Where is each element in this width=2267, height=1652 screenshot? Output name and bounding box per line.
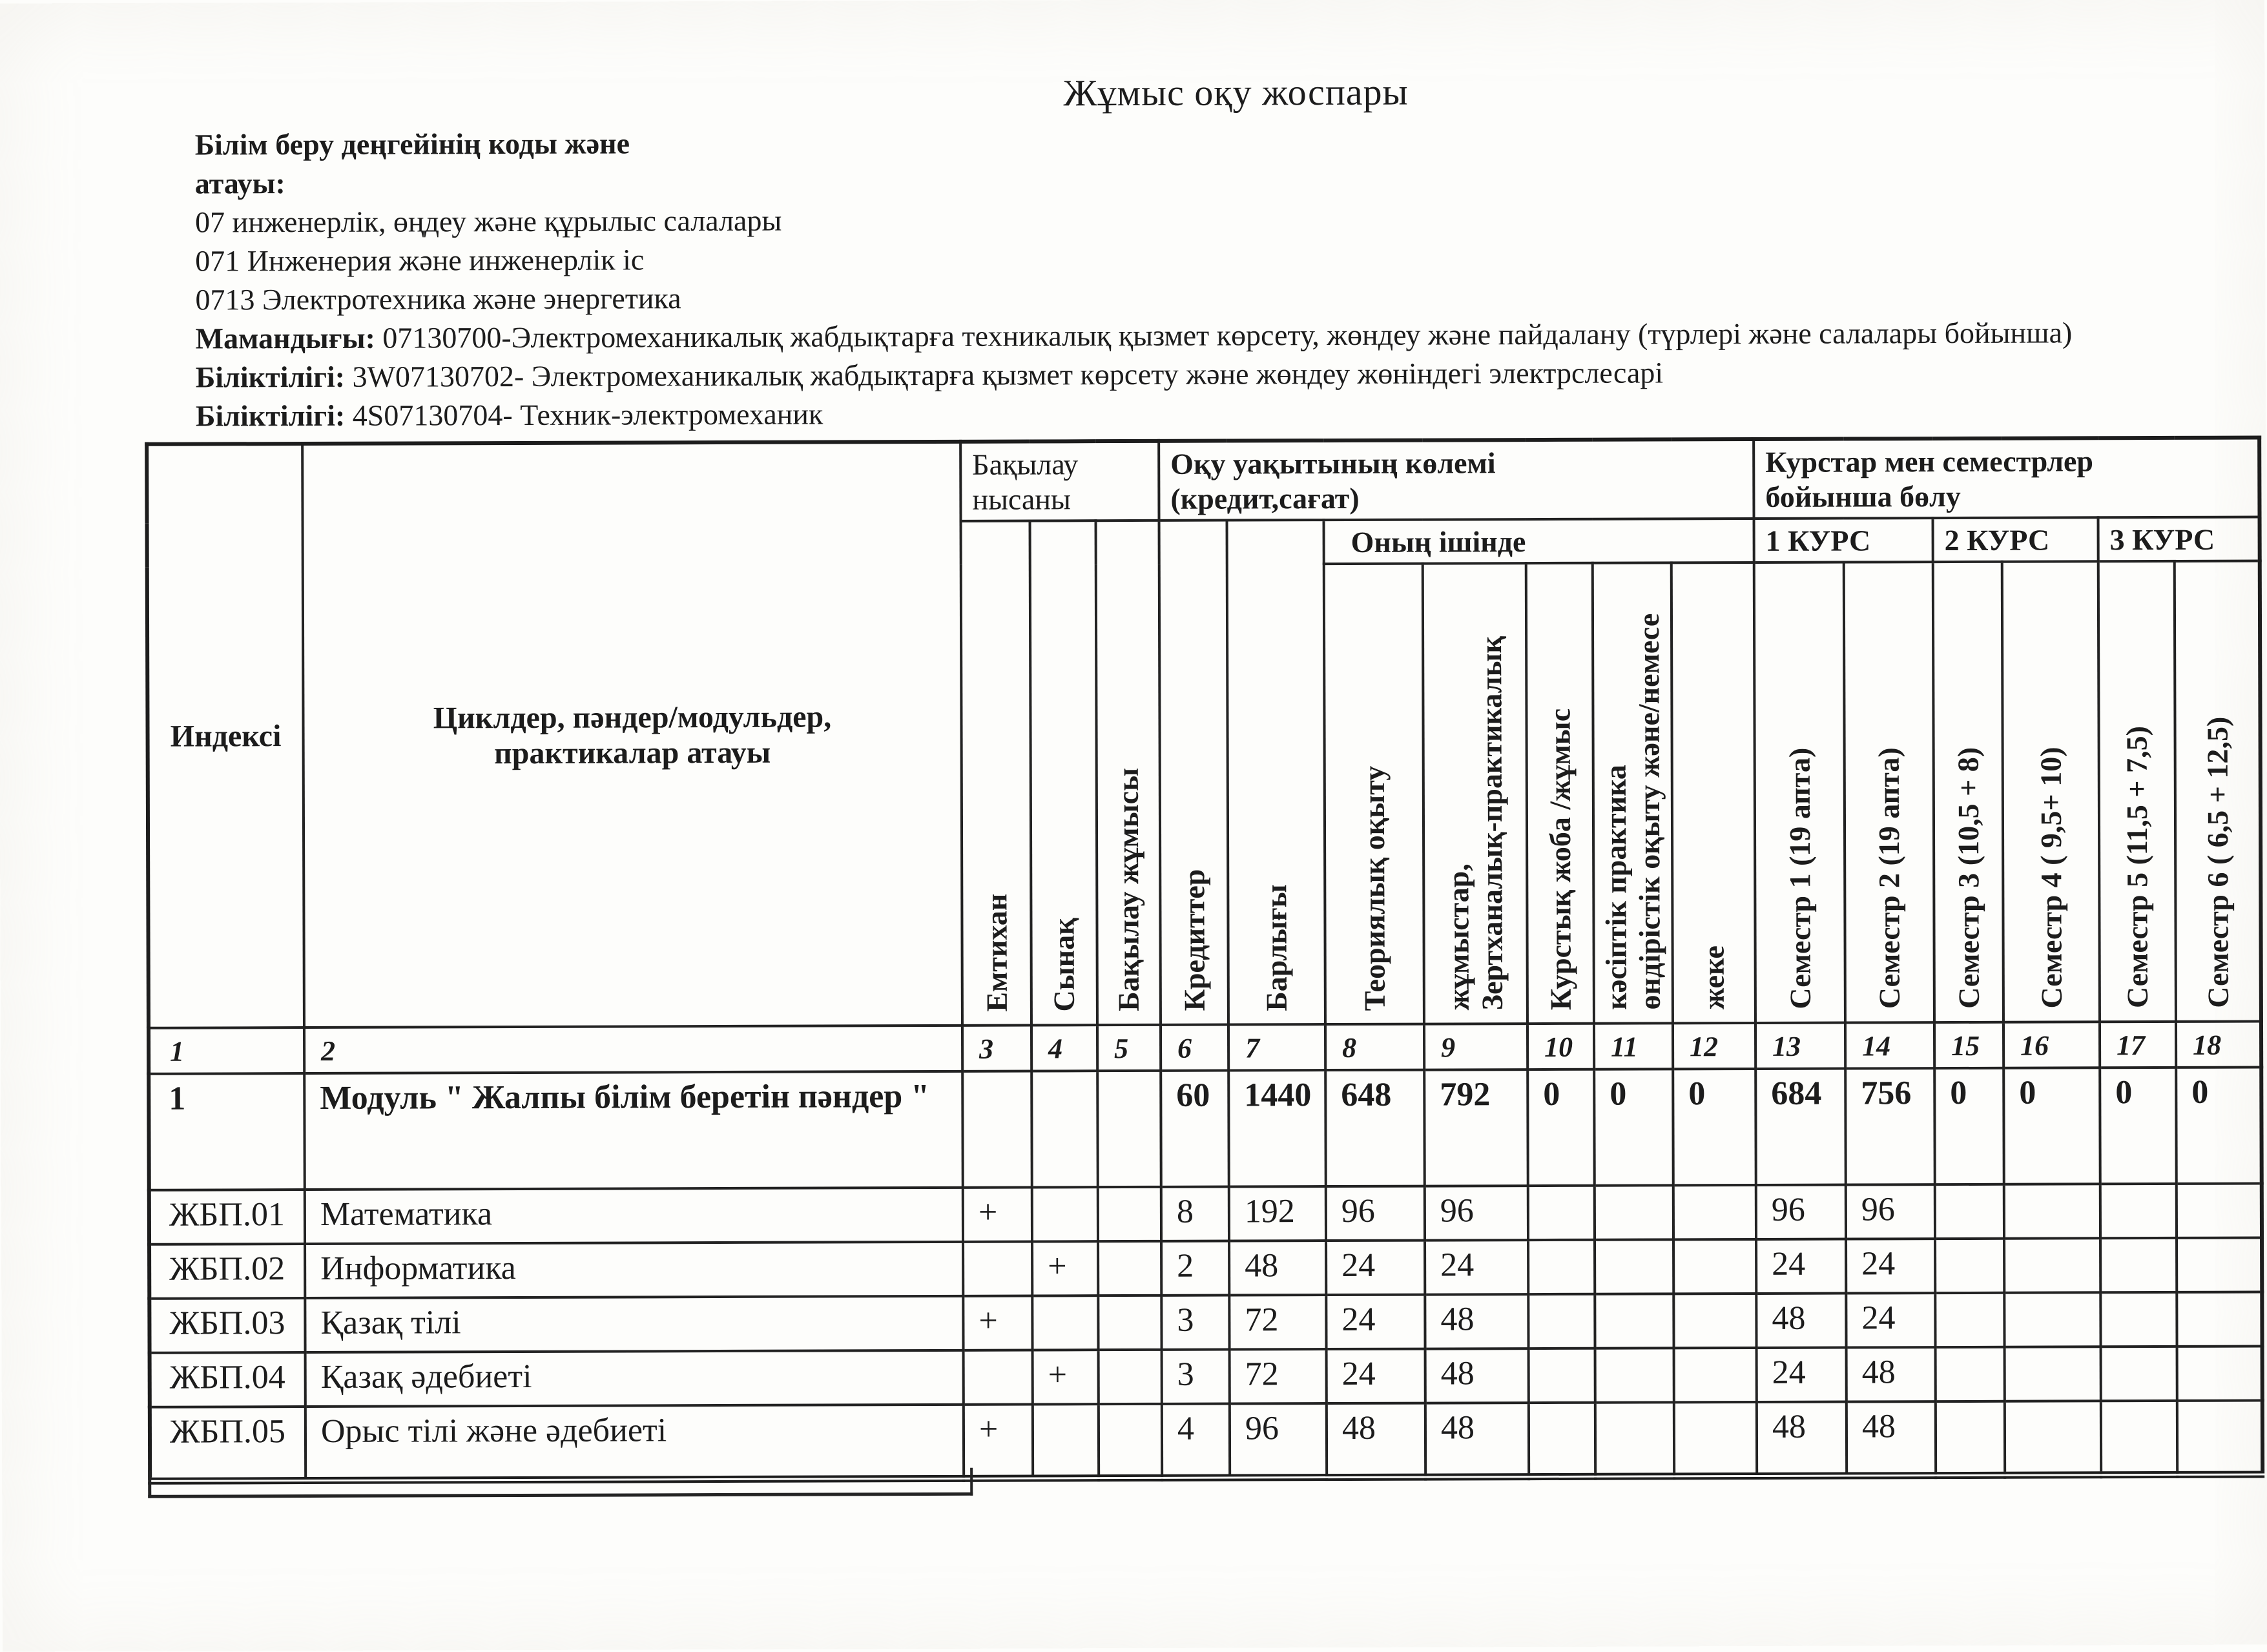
row-value-cell bbox=[2100, 1292, 2177, 1347]
column-header-exam: Емтихан bbox=[961, 521, 1031, 1026]
table-row bbox=[150, 1401, 2262, 1481]
column-header-semester-6: Семестр 6 ( 6,5 + 12,5) bbox=[2175, 561, 2261, 1022]
row-value-cell bbox=[2101, 1401, 2177, 1474]
row-value-cell bbox=[2177, 1347, 2262, 1401]
row-value-cell bbox=[1032, 1296, 1098, 1350]
row-value-cell: 48 bbox=[1425, 1294, 1528, 1349]
row-index-cell: ЖБП.03 bbox=[149, 1298, 305, 1353]
qualification-line-2 bbox=[196, 391, 2230, 436]
education-level-label-line2: атауы: bbox=[194, 167, 285, 200]
row-value-cell bbox=[1098, 1296, 1161, 1350]
row-value-cell bbox=[1528, 1186, 1595, 1240]
row-name-cell: Математика bbox=[305, 1188, 963, 1244]
row-value-cell bbox=[2004, 1184, 2100, 1238]
row-value-cell bbox=[1595, 1294, 1673, 1348]
group-header-control-form: Бақылау нысаны bbox=[960, 441, 1159, 521]
row-value-cell: 96 bbox=[1425, 1186, 1528, 1241]
row-name-cell: Қазақ тілі bbox=[305, 1296, 963, 1352]
row-value-cell: 8 bbox=[1161, 1187, 1229, 1241]
qualification-2-text: 4S07130704- Техник-электромеханик bbox=[352, 397, 823, 432]
column-header-semester-4: Семестр 4 ( 9,5+ 10) bbox=[2002, 561, 2100, 1022]
row-value-cell bbox=[2177, 1238, 2262, 1292]
column-header-lab-practical: Зертханалық-практикалық жұмыстар, bbox=[1423, 563, 1527, 1024]
header-row-groups bbox=[147, 438, 2259, 524]
column-header-control-work: Бақылау жұмысы bbox=[1096, 521, 1161, 1025]
row-value-cell bbox=[1595, 1239, 1673, 1294]
column-number: 13 bbox=[1755, 1023, 1845, 1069]
row-value-cell bbox=[2177, 1292, 2262, 1347]
row-value-cell: 48 bbox=[1425, 1403, 1529, 1477]
row-value-cell: 72 bbox=[1229, 1295, 1326, 1349]
field-code-071: 071 Инженерия және инженерлік іс bbox=[195, 243, 645, 278]
row-value-cell bbox=[1098, 1187, 1161, 1241]
column-header-course-project: Курстық жоба /жұмыс bbox=[1526, 563, 1594, 1024]
row-value-cell: 0 bbox=[1594, 1069, 1673, 1185]
column-header-total: Барлығы bbox=[1227, 520, 1325, 1024]
column-number: 10 bbox=[1527, 1024, 1594, 1069]
column-header-theory: Теориялық оқыту bbox=[1324, 564, 1424, 1024]
table-row bbox=[149, 1068, 2262, 1190]
scan-artifact-line bbox=[148, 1468, 973, 1498]
row-value-cell: 24 bbox=[1326, 1295, 1425, 1349]
row-value-cell: 792 bbox=[1424, 1069, 1528, 1186]
row-value-cell bbox=[1673, 1239, 1756, 1294]
row-value-cell: 48 bbox=[1425, 1348, 1529, 1403]
row-value-cell: 24 bbox=[1756, 1239, 1846, 1294]
row-value-cell: 0 bbox=[2176, 1068, 2262, 1184]
row-value-cell bbox=[1098, 1241, 1161, 1296]
group-header-course-1: 1 КУРС bbox=[1754, 518, 1933, 563]
table-row bbox=[149, 1184, 2262, 1244]
row-value-cell: 24 bbox=[1757, 1348, 1847, 1402]
column-number-row bbox=[149, 1022, 2261, 1074]
row-value-cell bbox=[2100, 1238, 2177, 1292]
column-header-industrial-practice: өндірістік оқыту және/немесе кәсіптік практика bbox=[1593, 563, 1673, 1023]
column-number: 7 bbox=[1228, 1024, 1325, 1070]
column-number: 1 bbox=[149, 1027, 304, 1074]
row-name-cell: Информатика bbox=[305, 1242, 963, 1298]
row-value-cell: 1440 bbox=[1228, 1070, 1326, 1186]
row-value-cell bbox=[962, 1071, 1032, 1187]
row-index-cell: ЖБП.05 bbox=[150, 1407, 305, 1481]
row-value-cell bbox=[2005, 1401, 2101, 1474]
row-value-cell bbox=[963, 1241, 1032, 1296]
row-value-cell: 684 bbox=[1755, 1069, 1846, 1185]
row-value-cell: 0 bbox=[2003, 1068, 2100, 1184]
row-value-cell bbox=[1936, 1401, 2005, 1475]
row-value-cell bbox=[1935, 1184, 2004, 1239]
column-number: 12 bbox=[1673, 1023, 1755, 1069]
qualification-1-label: Біліктілігі: bbox=[195, 360, 346, 394]
column-header-semester-3: Семестр 3 (10,5 + 8) bbox=[1933, 562, 2003, 1022]
row-value-cell bbox=[1529, 1403, 1595, 1476]
row-value-cell bbox=[964, 1350, 1033, 1404]
column-number: 3 bbox=[962, 1025, 1031, 1071]
row-value-cell: + bbox=[963, 1296, 1032, 1350]
row-name-cell: Орыс тілі және әдебиеті bbox=[305, 1405, 964, 1480]
row-value-cell bbox=[2004, 1238, 2100, 1292]
row-index-cell: ЖБП.02 bbox=[149, 1244, 305, 1299]
column-header-individual: жеке bbox=[1672, 563, 1755, 1023]
row-value-cell bbox=[1935, 1293, 2004, 1347]
row-value-cell bbox=[1031, 1071, 1098, 1187]
row-value-cell: + bbox=[1032, 1241, 1098, 1296]
row-value-cell: 0 bbox=[1527, 1069, 1595, 1186]
group-header-study-volume: Оқу уақытының көлемі (кредит,сағат) bbox=[1159, 439, 1754, 521]
row-value-cell: 48 bbox=[1229, 1241, 1326, 1295]
row-value-cell bbox=[1032, 1187, 1098, 1241]
field-code-07: 07 инженерлік, өңдеу және құрылыс салалары bbox=[194, 203, 782, 239]
row-value-cell: 0 bbox=[1934, 1068, 2004, 1184]
row-value-cell: 0 bbox=[1673, 1069, 1756, 1185]
row-value-cell: + bbox=[964, 1404, 1033, 1478]
row-value-cell: 96 bbox=[1326, 1186, 1425, 1241]
row-index-cell: ЖБП.04 bbox=[150, 1352, 305, 1407]
row-value-cell bbox=[2004, 1292, 2100, 1347]
row-value-cell bbox=[1673, 1185, 1756, 1239]
table-body bbox=[149, 1022, 2262, 1481]
row-value-cell: 96 bbox=[1846, 1184, 1935, 1239]
row-value-cell: 24 bbox=[1326, 1241, 1425, 1295]
group-header-course-distribution: Курстар мен семестрлер бойынша бөлу bbox=[1754, 438, 2259, 519]
education-level-label-line1: Білім беру деңгейінің коды және bbox=[194, 127, 630, 161]
column-header-index: Индексі bbox=[147, 444, 304, 1028]
row-value-cell: 48 bbox=[1327, 1403, 1425, 1477]
row-value-cell: + bbox=[963, 1187, 1032, 1241]
row-value-cell bbox=[1936, 1347, 2005, 1401]
column-number: 16 bbox=[2003, 1022, 2100, 1068]
page-title: Жұмыс оқу жоспары bbox=[1063, 70, 1409, 114]
row-value-cell: 648 bbox=[1325, 1070, 1425, 1186]
row-value-cell bbox=[2177, 1184, 2262, 1238]
row-value-cell: 2 bbox=[1161, 1241, 1229, 1296]
qualification-1-text: 3W07130702- Электромеханикалық жабдықтарға қызмет көрсету және жөндеу жөніндегі электрслесарі bbox=[352, 356, 1664, 393]
row-index-cell: ЖБП.01 bbox=[149, 1190, 305, 1244]
table-row bbox=[149, 1238, 2262, 1299]
row-value-cell bbox=[1674, 1402, 1757, 1476]
row-value-cell: 24 bbox=[1327, 1349, 1425, 1403]
curriculum-table bbox=[145, 436, 2264, 1485]
row-value-cell: + bbox=[1033, 1350, 1099, 1404]
row-value-cell: 48 bbox=[1847, 1347, 1936, 1401]
row-value-cell bbox=[1099, 1404, 1162, 1478]
row-value-cell: 192 bbox=[1229, 1186, 1326, 1241]
column-number: 11 bbox=[1594, 1023, 1673, 1069]
row-value-cell bbox=[1673, 1294, 1756, 1348]
row-value-cell bbox=[2005, 1347, 2101, 1401]
row-value-cell bbox=[1595, 1185, 1673, 1239]
row-value-cell bbox=[1528, 1240, 1595, 1294]
row-value-cell bbox=[2100, 1184, 2177, 1238]
row-value-cell bbox=[2101, 1347, 2177, 1401]
column-header-semester-2: Семестр 2 (19 апта) bbox=[1844, 562, 1934, 1022]
row-value-cell: 96 bbox=[1230, 1403, 1327, 1477]
column-number: 6 bbox=[1161, 1025, 1228, 1071]
row-value-cell: 24 bbox=[1425, 1240, 1528, 1295]
column-header-semester-1: Семестр 1 (19 апта) bbox=[1754, 563, 1845, 1023]
table-row bbox=[149, 1292, 2262, 1353]
qualification-2-label: Біліктілігі: bbox=[195, 398, 346, 433]
row-value-cell: 48 bbox=[1847, 1401, 1936, 1475]
field-code-0713: 0713 Электротехника және энергетика bbox=[195, 282, 681, 316]
row-value-cell bbox=[1674, 1348, 1757, 1402]
row-value-cell: 48 bbox=[1756, 1294, 1846, 1348]
row-value-cell bbox=[1595, 1402, 1674, 1476]
row-value-cell: 4 bbox=[1162, 1404, 1230, 1478]
row-value-cell bbox=[1935, 1239, 2004, 1293]
row-value-cell: 96 bbox=[1756, 1185, 1846, 1239]
table-row bbox=[150, 1347, 2262, 1407]
column-header-cycles: Циклдер, пәндер/модульдер, практикалар атауы bbox=[302, 442, 962, 1027]
document-header bbox=[195, 119, 2230, 436]
row-value-cell: 24 bbox=[1846, 1239, 1935, 1293]
row-value-cell bbox=[1529, 1348, 1595, 1403]
specialty-text: 07130700-Электромеханикалық жабдықтарға техникалық қызмет көрсету, жөндеу және пайдалану (түрлері және салалары бойынша) bbox=[382, 316, 2073, 355]
row-value-cell bbox=[1097, 1071, 1161, 1187]
qualification-line-1 bbox=[196, 352, 2230, 397]
column-header-test: Сынақ bbox=[1030, 521, 1097, 1025]
row-value-cell: 60 bbox=[1161, 1071, 1229, 1187]
row-value-cell: 3 bbox=[1162, 1350, 1230, 1404]
row-name-cell: Қазақ әдебиеті bbox=[305, 1350, 964, 1407]
row-value-cell bbox=[1595, 1348, 1674, 1402]
column-number: 9 bbox=[1424, 1024, 1527, 1070]
row-value-cell bbox=[1099, 1350, 1162, 1404]
row-value-cell bbox=[1033, 1404, 1099, 1478]
column-header-credits: Кредиттер bbox=[1159, 521, 1228, 1025]
row-value-cell: 3 bbox=[1161, 1296, 1229, 1350]
row-value-cell: 48 bbox=[1757, 1402, 1847, 1476]
column-number: 14 bbox=[1845, 1022, 1934, 1068]
row-name-cell: Модуль " Жалпы білім беретін пәндер " bbox=[304, 1071, 963, 1190]
row-value-cell: 0 bbox=[2100, 1068, 2177, 1184]
row-index-cell: 1 bbox=[149, 1073, 305, 1190]
row-value-cell: 24 bbox=[1846, 1293, 1935, 1347]
group-header-course-2: 2 КУРС bbox=[1933, 517, 2098, 562]
column-number: 4 bbox=[1031, 1025, 1097, 1071]
column-number: 2 bbox=[304, 1026, 962, 1073]
column-header-semester-5: Семестр 5 (11,5 + 7,5) bbox=[2098, 561, 2176, 1022]
row-value-cell: 756 bbox=[1845, 1068, 1935, 1184]
column-number: 17 bbox=[2100, 1022, 2176, 1068]
row-value-cell bbox=[2177, 1401, 2262, 1474]
column-number: 15 bbox=[1934, 1022, 2003, 1068]
specialty-label: Мамандығы: bbox=[195, 321, 375, 355]
column-number: 8 bbox=[1325, 1024, 1424, 1070]
column-number: 18 bbox=[2176, 1022, 2261, 1068]
column-number: 5 bbox=[1097, 1025, 1161, 1071]
specialty-line bbox=[196, 313, 2230, 358]
row-value-cell bbox=[1528, 1294, 1595, 1348]
row-value-cell: 72 bbox=[1230, 1349, 1327, 1403]
group-header-within: Оның ішінде bbox=[1324, 519, 1754, 564]
group-header-course-3: 3 КУРС bbox=[2098, 517, 2260, 562]
